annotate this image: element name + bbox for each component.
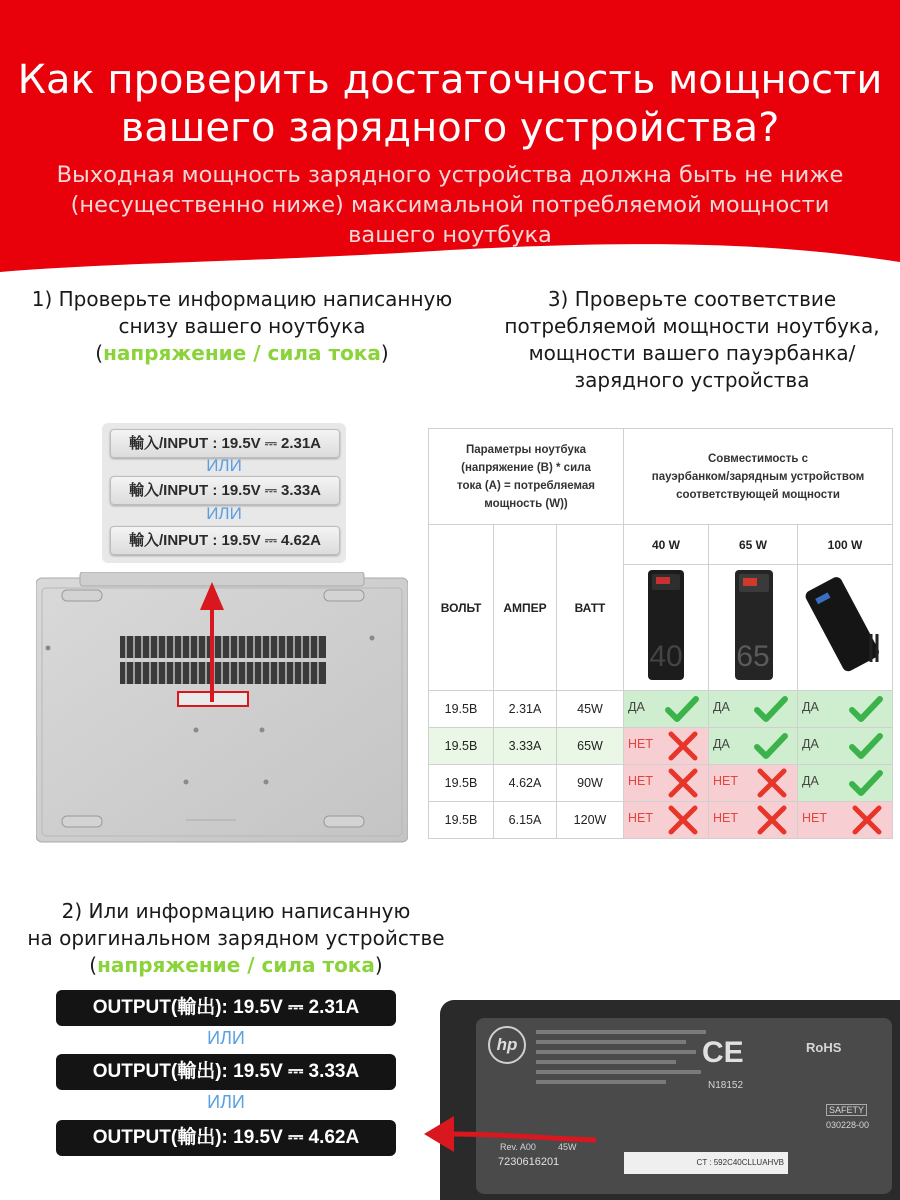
power-rating: 45W	[558, 1142, 577, 1152]
params-header-line: Параметры ноутбука	[466, 443, 586, 456]
col-header-volt: ВОЛЬТ	[429, 525, 494, 691]
result-label: НЕТ	[628, 811, 653, 825]
table-row-65w	[429, 728, 893, 765]
cell-watt: 45W	[557, 691, 624, 728]
cell-volt: 19.5В	[429, 691, 494, 728]
cell-65w-result	[709, 728, 798, 765]
cell-65w-result	[709, 802, 798, 839]
check-icon	[753, 731, 789, 761]
step-3-line-1: 3) Проверьте соответствие	[547, 287, 837, 311]
title-line-2: вашего зарядного устройства?	[120, 105, 780, 151]
paren-close: )	[374, 953, 383, 977]
result-label: ДА	[713, 737, 730, 751]
subtitle-line-3: вашего ноутбука	[348, 222, 552, 248]
cell-watt: 90W	[557, 765, 624, 802]
table-row-90w	[429, 765, 893, 802]
step-2-line-1: 2) Или информацию написанную	[61, 899, 411, 923]
voltage-current-highlight: напряжение / сила тока	[97, 953, 375, 977]
laptop-params-header	[429, 429, 624, 525]
cell-volt: 19.5В	[429, 728, 494, 765]
powerbank-40w-image	[624, 565, 709, 691]
voltage-current-highlight: напряжение / сила тока	[103, 341, 381, 365]
or-label: ИЛИ	[207, 1092, 245, 1112]
cross-icon	[850, 805, 884, 835]
cell-40w-result	[624, 728, 709, 765]
cell-100w-result	[798, 728, 893, 765]
paren-open: (	[95, 341, 104, 365]
or-label: ИЛИ	[207, 1028, 245, 1048]
powerbank-65w-image	[709, 565, 798, 691]
cell-100w-result	[798, 691, 893, 728]
params-header-line: тока (А) = потребляемая	[456, 479, 596, 492]
step-3-text	[484, 286, 900, 394]
step-2-line-3	[0, 952, 472, 979]
or-label: ИЛИ	[206, 456, 242, 475]
output-label-4-62a: OUTPUT(輸出): 19.5V ⎓ 4.62A	[56, 1120, 396, 1156]
step-2-line-2: на оригинальном зарядном устройстве	[27, 926, 445, 950]
charger-photo	[440, 1000, 900, 1200]
params-header-line: мощность (W))	[484, 497, 568, 510]
cross-icon	[666, 768, 700, 798]
powerbank-40w-icon	[636, 566, 696, 684]
powerbank-65w-icon	[721, 566, 785, 684]
powerbank-100w-image	[798, 565, 893, 691]
compatibility-header	[624, 429, 893, 525]
cell-65w-result	[709, 765, 798, 802]
page-subtitle	[20, 160, 880, 250]
cell-65w-result	[709, 691, 798, 728]
output-label-2-31a: OUTPUT(輸出): 19.5V ⎓ 2.31A	[56, 990, 396, 1026]
svg-text:40: 40	[649, 640, 683, 673]
charger-sticker	[476, 1018, 892, 1194]
subtitle-line-2: (несущественно ниже) максимальной потребляемой мощности	[70, 192, 830, 218]
table-row-45w	[429, 691, 893, 728]
step-1-line-2: снизу вашего ноутбука	[118, 314, 366, 338]
output-label-3-33a: OUTPUT(輸出): 19.5V ⎓ 3.33A	[56, 1054, 396, 1090]
approval-code: 030228-00	[826, 1120, 870, 1130]
revision: Rev. A00	[500, 1142, 536, 1152]
cell-volt: 19.5В	[429, 802, 494, 839]
result-label: ДА	[713, 700, 730, 714]
result-label: НЕТ	[713, 774, 738, 788]
step-2-text	[0, 898, 472, 979]
cell-watt: 120W	[557, 802, 624, 839]
compat-header-line: Совместимость с	[707, 452, 808, 465]
compat-header-line: соответствующей мощности	[676, 488, 840, 501]
subtitle-line-1: Выходная мощность зарядного устройства должна быть не ниже	[56, 162, 844, 188]
check-icon	[848, 768, 884, 798]
compatibility-table	[428, 428, 893, 839]
step-3-line-4: зарядного устройства	[574, 368, 810, 392]
cell-amp: 2.31А	[494, 691, 557, 728]
page-title	[0, 56, 900, 152]
powerbank-100w-icon	[801, 566, 889, 684]
input-label-3-33a: 輸入/INPUT : 19.5V ⎓ 3.33A	[110, 476, 340, 505]
cross-icon	[755, 805, 789, 835]
cell-volt: 19.5В	[429, 765, 494, 802]
model-number: N18152	[708, 1080, 744, 1091]
check-icon	[664, 694, 700, 724]
col-header-watt: ВАТТ	[557, 525, 624, 691]
result-label: НЕТ	[802, 811, 827, 825]
cell-100w-result	[798, 765, 893, 802]
result-label: НЕТ	[628, 774, 653, 788]
cell-watt: 65W	[557, 728, 624, 765]
cell-amp: 3.33А	[494, 728, 557, 765]
check-icon	[848, 731, 884, 761]
col-header-amp: АМПЕР	[494, 525, 557, 691]
compat-header-line: пауэрбанком/зарядным устройством	[651, 470, 865, 483]
ce-mark: CE	[702, 1036, 744, 1069]
title-line-1: Как проверить достаточность мощности	[17, 57, 883, 103]
col-header-65w: 65 W	[709, 525, 798, 565]
step-1-text	[0, 286, 484, 367]
step-3-line-3: мощности вашего пауэрбанка/	[528, 341, 856, 365]
hp-logo: hp	[488, 1026, 526, 1064]
params-header-line: (напряжение (В) * сила	[461, 461, 591, 474]
result-label: НЕТ	[628, 737, 653, 751]
result-label: ДА	[802, 737, 819, 751]
check-icon	[753, 694, 789, 724]
step-1-line-1: 1) Проверьте информацию написанную	[31, 287, 453, 311]
paren-open: (	[89, 953, 98, 977]
safety-mark: SAFETY	[826, 1104, 867, 1116]
svg-text:65: 65	[736, 640, 770, 673]
col-header-100w: 100 W	[798, 525, 893, 565]
laptop-bottom-illustration	[36, 572, 408, 844]
table-row-120w	[429, 802, 893, 839]
step-3-line-2: потребляемой мощности ноутбука,	[504, 314, 880, 338]
check-icon	[848, 694, 884, 724]
result-label: ДА	[628, 700, 645, 714]
ct-barcode-label: CT : 592C40CLLUAHVB	[624, 1152, 788, 1174]
red-arrow-left	[420, 1108, 600, 1158]
cell-40w-result	[624, 765, 709, 802]
input-label-4-62a: 輸入/INPUT : 19.5V ⎓ 4.62A	[110, 526, 340, 555]
cross-icon	[755, 768, 789, 798]
input-label-2-31a: 輸入/INPUT : 19.5V ⎓ 2.31A	[110, 429, 340, 458]
col-header-40w: 40 W	[624, 525, 709, 565]
cross-icon	[666, 731, 700, 761]
cell-100w-result	[798, 802, 893, 839]
result-label: ДА	[802, 700, 819, 714]
cell-40w-result	[624, 802, 709, 839]
step-1-line-3	[0, 340, 484, 367]
rohs-mark: RoHS	[806, 1040, 842, 1055]
serial-number: 7230616201	[498, 1156, 560, 1168]
cell-amp: 4.62А	[494, 765, 557, 802]
cell-amp: 6.15А	[494, 802, 557, 839]
result-label: ДА	[802, 774, 819, 788]
paren-close: )	[380, 341, 389, 365]
cell-40w-result	[624, 691, 709, 728]
cross-icon	[666, 805, 700, 835]
result-label: НЕТ	[713, 811, 738, 825]
or-label: ИЛИ	[206, 504, 242, 523]
